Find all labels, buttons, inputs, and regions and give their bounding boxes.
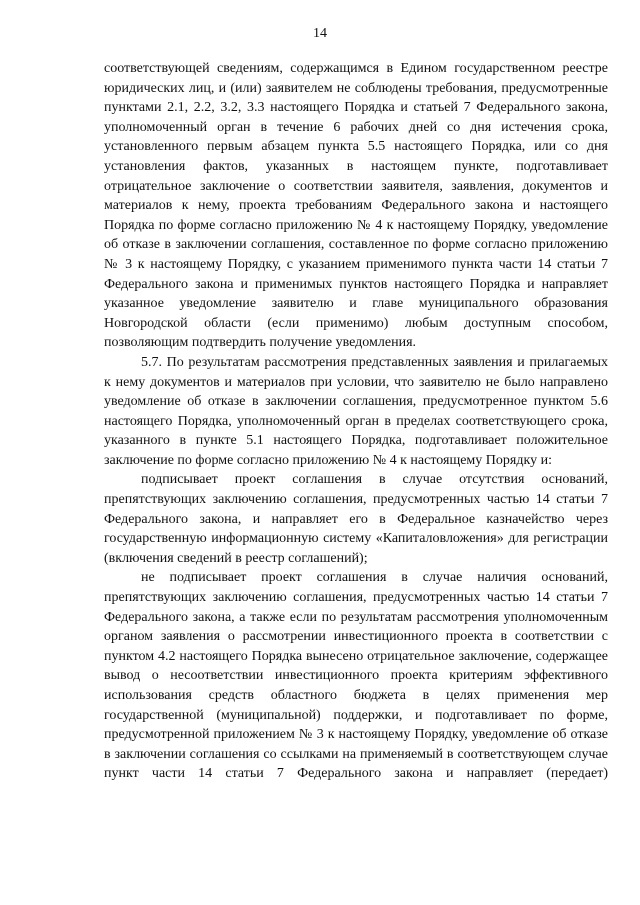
page-number: 14: [313, 26, 327, 41]
paragraph-5-7: 5.7. По результатам рассмотрения представленных заявления и прилагаемых к нему документов и материалов при условии, что заявителю не было направлено уведомление об отказе в заключении соглашения, предусмотренное пунктом 5.6 настоящего Порядка, уполномоченный орган в пределах соответствующего срока, указанного в пункте 5.1 настоящего Порядка, подготавливает положительное заключение по форме согласно приложению № 4 к настоящему Порядку и:: [104, 354, 608, 468]
paragraph-does-not-sign-agreement: не подписывает проект соглашения в случае наличия оснований, препятствующих заключению соглашения, предусмотренных частью 14 статьи 7 Федерального закона, а также если по результатам рассмотрения уполномоченным органом заявления о рассмотрении инвестиционного проекта в соответствии с пунктом 4.2 настоящего Порядка вынесено отрицательное заключение, содержащее вывод о несоответствии инвестиционного проекта критериям эффективного использования средств областного бюджета в целях применения мер государственной (муниципальной) поддержки, и подготавливает по форме, предусмотренной приложением № 3 к настоящему Порядку, уведомление об отказе в заключении соглашения со ссылками на применяемый в соответствующем случае пункт части 14 статьи 7 Федерального закона и направляет (передает): [104, 570, 608, 782]
paragraph-continuation: соответствующей сведениям, содержащимся в Едином государственном реестре юридических лиц, и (или) заявителем не соблюдены требования, предусмотренные пунктами 2.1, 2.2, 3.2, 3.3 настоящего Порядка и статьей 7 Федерального закона, уполномоченный орган в течение 6 рабочих дней со дня истечения срока, установленного первым абзацем пункта 5.5 настоящего Порядка, или со дня установления фактов, указанных в настоящем пункте, подготавливает отрицательное заключение о соответствии заявителя, заявления, документов и материалов к нему, проекта требованиям Федерального закона и настоящего Порядка по форме согласно приложению № 4 к настоящему Порядку, уведомление об отказе в заключении соглашения, составленное по форме согласно приложению № 3 к настоящему Порядку, с указанием применимого пункта части 14 статьи 7 Федерального закона и применимых пунктов настоящего Порядка и направляет указанное уведомление заявителю и главе муниципального образования Новгородской области (если применимо) любым доступным способом, позволяющим подтвердить получение уведомления.: [104, 61, 608, 351]
document-body: [104, 59, 608, 784]
paragraph-signs-agreement: подписывает проект соглашения в случае отсутствия оснований, препятствующих заключению соглашения, предусмотренных частью 14 статьи 7 Федерального закона, и направляет его в Федеральное казначейство через государственную информационную систему «Капиталовложения» для регистрации (включения сведений в реестр соглашений);: [104, 472, 608, 566]
